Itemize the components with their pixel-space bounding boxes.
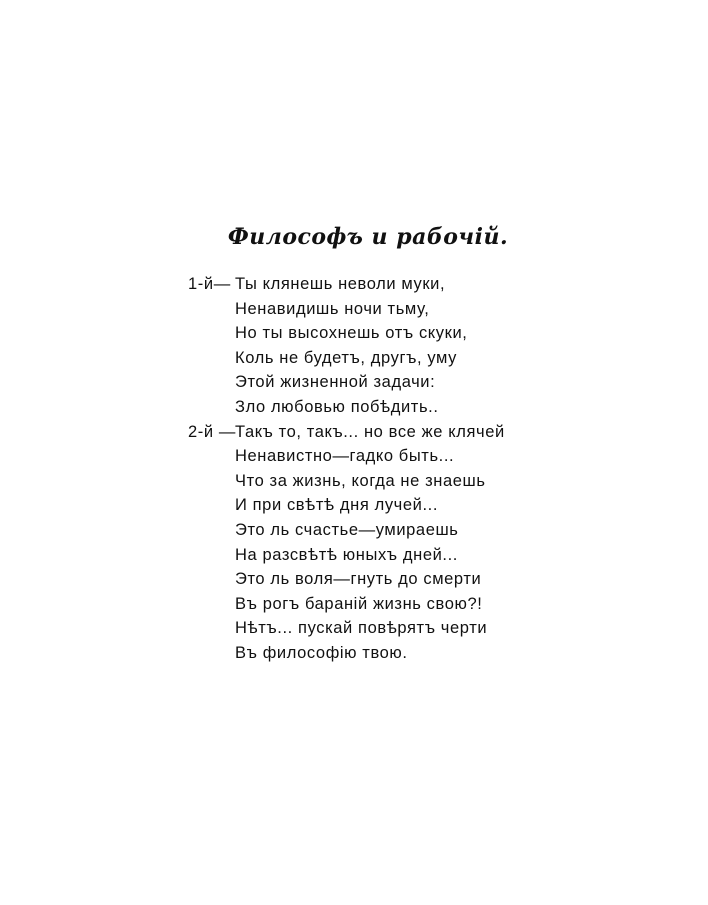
verse-line [0, 616, 708, 641]
line-text: Ты клянешь неволи муки, [235, 275, 446, 293]
verse-line [0, 346, 708, 371]
verse-line [0, 641, 708, 666]
line-text: Такъ то, такъ... но все же клячей [235, 422, 505, 441]
verse-line [0, 543, 708, 568]
line-text: На разсвѣтѣ юныхъ дней... [235, 545, 458, 564]
verse-line [0, 395, 708, 420]
verse-line [0, 518, 708, 543]
line-text: Этой жизненной задачи: [235, 373, 436, 392]
line-text: Это ль воля—гнуть до смерти [235, 570, 482, 589]
verse-line [0, 321, 708, 346]
verse-line [0, 493, 708, 518]
verse-line [0, 567, 708, 592]
line-text: Что за жизнь, когда не знаешь [235, 471, 486, 490]
line-text: Но ты высохнешь отъ скуки, [235, 324, 468, 343]
line-text: Коль не будетъ, другъ, уму [235, 348, 458, 367]
poem-title: Философъ и рабочій. [227, 224, 509, 250]
verse-line [0, 420, 708, 445]
speaker-label: 2-й — [188, 422, 236, 441]
line-text: Нѣтъ... пускай повѣрятъ черти [235, 619, 488, 638]
verse-line [0, 592, 708, 617]
poem-body [0, 272, 708, 666]
verse-line [0, 297, 708, 322]
verse-line [0, 469, 708, 494]
verse-line [0, 272, 708, 297]
line-text: Въ рогъ бараній жизнь свою?! [235, 594, 483, 613]
line-text: И при свѣтѣ дня лучей... [235, 496, 439, 515]
line-text: Ненавидишь ночи тьму, [235, 299, 430, 318]
verse-line [0, 444, 708, 469]
verse-line [0, 370, 708, 395]
speaker-label: 1-й— [188, 275, 231, 293]
line-text: Въ философію твою. [235, 643, 408, 662]
line-text: Это ль счастье—умираешь [235, 520, 459, 539]
line-text: Зло любовью побѣдить.. [235, 397, 439, 416]
line-text: Ненавистно—гадко быть... [235, 447, 455, 466]
